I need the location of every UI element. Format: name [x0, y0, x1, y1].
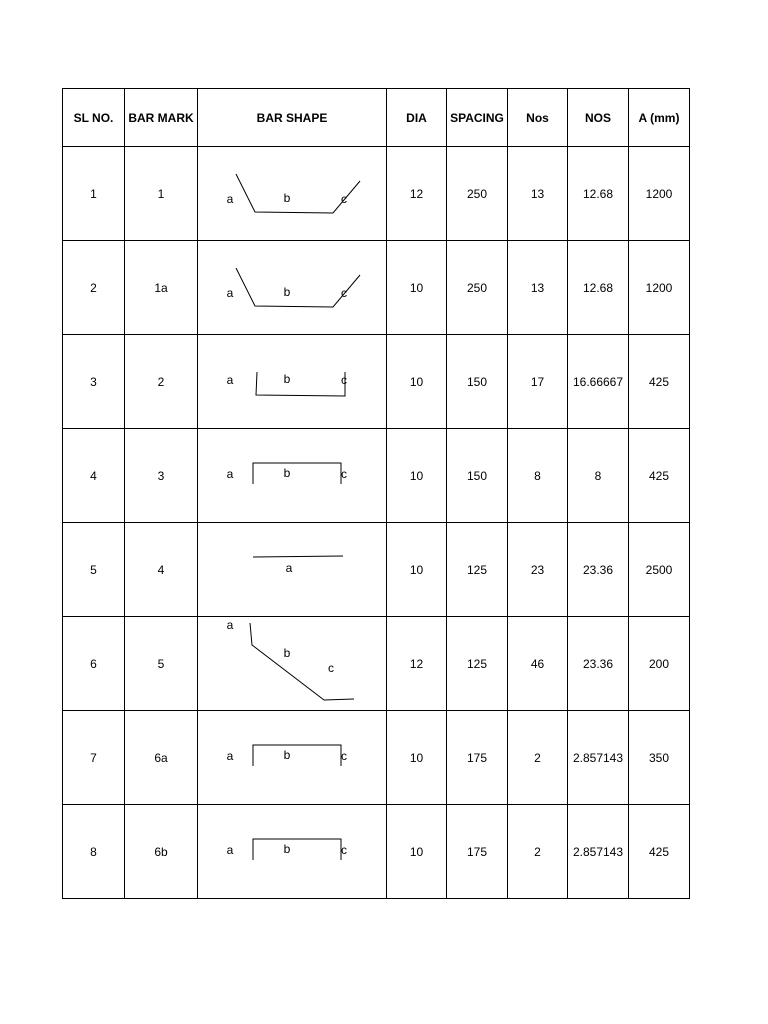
cell-a-mm: 425 [629, 335, 690, 429]
cell-dia: 10 [387, 523, 447, 617]
header-row [63, 89, 690, 147]
cell-bar-shape [198, 335, 387, 429]
bar-shape-line [253, 556, 343, 557]
shape-label-c: c [341, 467, 347, 481]
cell-bar-mark: 3 [125, 429, 198, 523]
cell-nos-calc: 12.68 [568, 147, 629, 241]
bar-shape-diagram [198, 523, 387, 616]
cell-a-mm: 425 [629, 429, 690, 523]
cell-a-mm: 350 [629, 711, 690, 805]
cell-nos: 46 [508, 617, 568, 711]
bar-shape-diagram [198, 429, 387, 522]
cell-spacing: 125 [447, 523, 508, 617]
cell-a-mm: 200 [629, 617, 690, 711]
table-row [63, 617, 690, 711]
bar-shape-line [256, 372, 345, 396]
cell-bar-shape [198, 617, 387, 711]
cell-spacing: 125 [447, 617, 508, 711]
shape-label-b: b [283, 748, 291, 762]
shape-label-c: c [341, 286, 347, 300]
cell-a-mm: 1200 [629, 241, 690, 335]
cell-bar-mark: 1 [125, 147, 198, 241]
cell-sl-no: 4 [63, 429, 125, 523]
header-dia: DIA [387, 89, 447, 147]
cell-spacing: 175 [447, 711, 508, 805]
cell-spacing: 150 [447, 429, 508, 523]
shape-label-a: a [226, 843, 234, 857]
cell-nos: 13 [508, 241, 568, 335]
cell-nos: 2 [508, 805, 568, 899]
header-bar-shape: BAR SHAPE [198, 89, 387, 147]
shape-label-b: b [283, 285, 291, 299]
bar-shape-line [253, 463, 341, 484]
cell-spacing: 150 [447, 335, 508, 429]
header-nos: Nos [508, 89, 568, 147]
header-bar-mark: BAR MARK [125, 89, 198, 147]
shape-label-a: a [226, 373, 234, 387]
bar-shape-diagram [198, 711, 387, 804]
cell-nos-calc: 16.66667 [568, 335, 629, 429]
header-sl-no: SL NO. [63, 89, 125, 147]
bar-shape-diagram [198, 805, 387, 898]
bar-shape-line [253, 745, 341, 766]
shape-label-c: c [328, 661, 334, 675]
cell-sl-no: 3 [63, 335, 125, 429]
shape-label-b: b [283, 466, 291, 480]
cell-nos: 2 [508, 711, 568, 805]
cell-bar-shape [198, 805, 387, 899]
cell-bar-mark: 2 [125, 335, 198, 429]
shape-label-a: a [226, 749, 234, 763]
table-row [63, 241, 690, 335]
header-spacing: SPACING [447, 89, 508, 147]
shape-label-a: a [226, 618, 234, 632]
table-row [63, 523, 690, 617]
cell-sl-no: 5 [63, 523, 125, 617]
shape-label-a: a [285, 561, 293, 575]
shape-label-a: a [226, 286, 234, 300]
cell-nos-calc: 2.857143 [568, 711, 629, 805]
cell-bar-mark: 4 [125, 523, 198, 617]
shape-label-c: c [341, 373, 347, 387]
bar-shape-diagram [198, 335, 387, 428]
cell-a-mm: 1200 [629, 147, 690, 241]
bar-shape-diagram [198, 241, 387, 334]
cell-dia: 10 [387, 241, 447, 335]
table-row [63, 805, 690, 899]
cell-nos-calc: 23.36 [568, 617, 629, 711]
bar-bending-schedule-table [62, 88, 690, 899]
shape-label-c: c [341, 843, 347, 857]
cell-spacing: 175 [447, 805, 508, 899]
cell-bar-shape [198, 241, 387, 335]
header-nos-calc: NOS [568, 89, 629, 147]
shape-label-c: c [341, 192, 347, 206]
shape-label-a: a [226, 192, 234, 206]
cell-nos: 17 [508, 335, 568, 429]
cell-nos: 23 [508, 523, 568, 617]
cell-sl-no: 8 [63, 805, 125, 899]
cell-bar-mark: 1a [125, 241, 198, 335]
cell-dia: 10 [387, 711, 447, 805]
bar-shape-diagram [198, 147, 387, 240]
cell-bar-mark: 6b [125, 805, 198, 899]
cell-sl-no: 1 [63, 147, 125, 241]
cell-dia: 10 [387, 805, 447, 899]
cell-a-mm: 2500 [629, 523, 690, 617]
cell-bar-shape [198, 147, 387, 241]
cell-bar-shape [198, 711, 387, 805]
shape-label-b: b [283, 842, 291, 856]
shape-label-b: b [283, 191, 291, 205]
bar-shape-line [250, 623, 354, 700]
cell-bar-mark: 6a [125, 711, 198, 805]
shape-label-b: b [283, 372, 291, 386]
cell-a-mm: 425 [629, 805, 690, 899]
cell-nos: 8 [508, 429, 568, 523]
table-row [63, 335, 690, 429]
cell-spacing: 250 [447, 147, 508, 241]
cell-dia: 10 [387, 429, 447, 523]
cell-nos-calc: 12.68 [568, 241, 629, 335]
bar-shape-diagram [198, 617, 387, 710]
cell-sl-no: 2 [63, 241, 125, 335]
cell-dia: 12 [387, 617, 447, 711]
shape-label-a: a [226, 467, 234, 481]
cell-nos-calc: 23.36 [568, 523, 629, 617]
shape-label-b: b [283, 646, 291, 660]
header-a-mm: A (mm) [629, 89, 690, 147]
cell-nos-calc: 8 [568, 429, 629, 523]
cell-dia: 12 [387, 147, 447, 241]
cell-bar-shape [198, 523, 387, 617]
cell-sl-no: 7 [63, 711, 125, 805]
table-row [63, 711, 690, 805]
cell-bar-mark: 5 [125, 617, 198, 711]
bar-shape-line [253, 839, 341, 860]
table-row [63, 147, 690, 241]
cell-bar-shape [198, 429, 387, 523]
cell-sl-no: 6 [63, 617, 125, 711]
cell-nos: 13 [508, 147, 568, 241]
cell-dia: 10 [387, 335, 447, 429]
table-body [63, 147, 690, 899]
table-row [63, 429, 690, 523]
cell-spacing: 250 [447, 241, 508, 335]
cell-nos-calc: 2.857143 [568, 805, 629, 899]
shape-label-c: c [341, 749, 347, 763]
